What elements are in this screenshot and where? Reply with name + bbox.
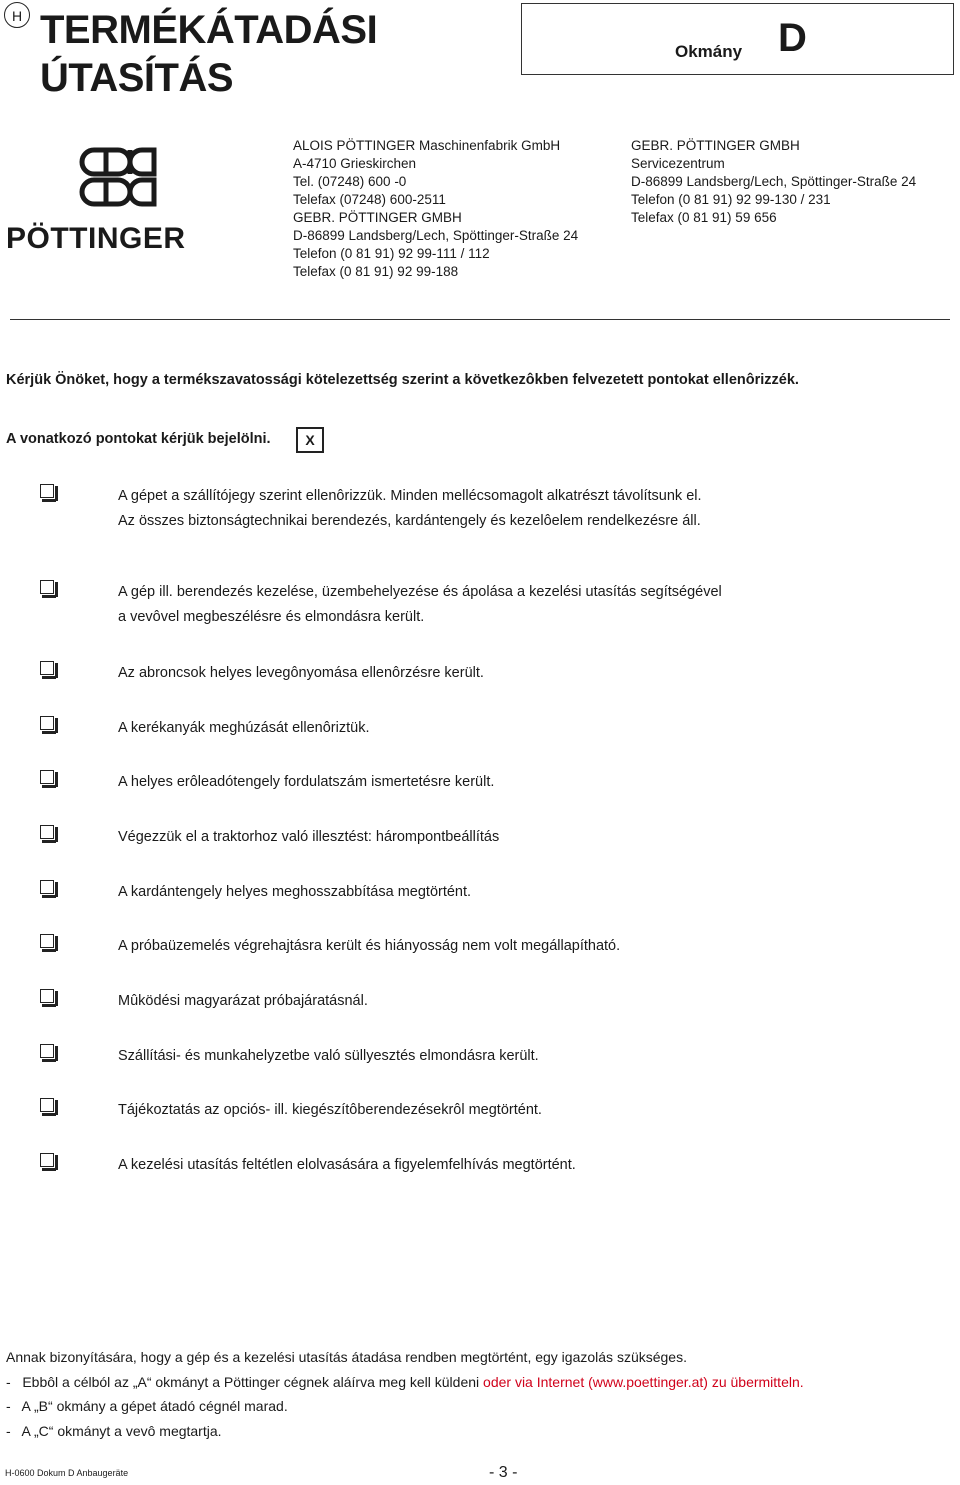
footer-bullet-1 — [6, 1370, 956, 1395]
checkbox[interactable] — [40, 1153, 54, 1167]
address-line: A-4710 Grieskirchen — [293, 156, 417, 171]
confirmation-text: Annak bizonyítására, hogy a gép és a kezelési utasítás átadása rendben megtörtént, egy igazolás szükséges. — [6, 1349, 687, 1365]
title-line-1: TERMÉKÁTADÁSI — [40, 8, 378, 52]
footer-bullet-1-text: - Ebbôl a célból az „A“ okmányt a Pöttinger cégnek aláírva meg kell küldeni — [6, 1373, 484, 1390]
checkbox[interactable] — [40, 661, 54, 675]
address-line: Telefon (0 81 91) 92 99-130 / 231 — [631, 192, 831, 207]
footer-bullet-2: - A „B“ okmány a gépet átadó cégnél marad. — [6, 1398, 288, 1414]
document-label: Okmány — [675, 42, 743, 61]
checkbox[interactable] — [40, 580, 54, 594]
checklist-text: Az összes biztonságtechnikai berendezés, kardántengely és kezelôelem rendelkezésre áll. — [118, 513, 701, 529]
checklist-text: A kezelési utasítás feltétlen elolvasására a figyelemfelhívás megtörtént. — [118, 1157, 576, 1173]
page-number: - 3 - — [489, 1464, 518, 1481]
address-line: D-86899 Landsberg/Lech, Spöttinger-Straße 24 — [293, 228, 579, 243]
checkbox[interactable] — [40, 825, 54, 839]
checkbox[interactable] — [40, 934, 54, 948]
address-line: GEBR. PÖTTINGER GMBH — [631, 138, 800, 153]
address-line: Telefax (0 81 91) 59 656 — [631, 210, 777, 225]
address-line: Telefax (0 81 91) 92 99-188 — [293, 264, 459, 279]
checkbox[interactable] — [40, 1098, 54, 1112]
intro-text: Kérjük Önöket, hogy a termékszavatossági kötelezettség szerint a következôkben felvezetett pontokat ellenôrizzék. — [6, 372, 799, 388]
checklist-text: A helyes erôleadótengely fordulatszám ismertetésre került. — [118, 774, 495, 790]
document-type-box — [521, 3, 954, 75]
address-block-right — [631, 137, 916, 227]
address-line: Servicezentrum — [631, 156, 725, 171]
mark-example-box: X — [296, 427, 324, 453]
address-line: D-86899 Landsberg/Lech, Spöttinger-Straße 24 — [631, 174, 917, 189]
checklist-text: Az abroncsok helyes levegônyomása ellenôrzésre került. — [118, 665, 484, 681]
checkbox[interactable] — [40, 989, 54, 1003]
checklist-text: Tájékoztatás az opciós- ill. kiegészítôberendezésekrôl megtörtént. — [118, 1102, 542, 1118]
address-line: ALOIS PÖTTINGER Maschinenfabrik GmbH — [293, 138, 561, 153]
logo-wordmark: PÖTTINGER — [6, 222, 186, 255]
checklist-text: A gépet a szállítójegy szerint ellenôrizzük. Minden mellécsomagolt alkatrészt távolítsunk el. — [118, 488, 702, 504]
checklist-text: Mûködési magyarázat próbajáratásnál. — [118, 993, 368, 1009]
footer-bullet-3: - A „C“ okmányt a vevô megtartja. — [6, 1422, 222, 1439]
checklist-text: Szállítási- és munkahelyzetbe való süllyesztés elmondásra került. — [118, 1048, 539, 1064]
address-line: Telefon (0 81 91) 92 99-111 / 112 — [293, 246, 490, 261]
checkbox[interactable] — [40, 770, 54, 784]
page-title — [40, 6, 377, 102]
title-line-2: ÚTASÍTÁS — [40, 56, 234, 100]
address-line: GEBR. PÖTTINGER GMBH — [293, 210, 462, 225]
checkbox[interactable] — [40, 716, 54, 730]
address-line: Telefax (07248) 600-2511 — [293, 192, 446, 207]
checklist-text: A gép ill. berendezés kezelése, üzembehelyezése és ápolása a kezelési utasítás segítségével — [118, 584, 722, 600]
document-letter: D — [778, 16, 807, 60]
checklist-text: A kardántengely helyes meghosszabbítása megtörtént. — [118, 884, 472, 900]
checklist-text: A próbaüzemelés végrehajtásra került és hiányosság nem volt megállapítható. — [118, 938, 621, 954]
internet-submission-note: oder via Internet (www.poettinger.at) zu übermitteln. — [483, 1373, 804, 1390]
checkbox[interactable] — [40, 484, 54, 498]
company-logo — [6, 146, 236, 261]
checklist-text: Végezzük el a traktorhoz való illesztést: hárompontbeállítás — [118, 829, 500, 845]
header-divider — [10, 319, 950, 320]
address-block-left — [293, 137, 578, 281]
mark-instruction: A vonatkozó pontokat kérjük bejelölni. — [6, 431, 271, 447]
footer-notes — [6, 1345, 956, 1443]
document-code: H-0600 Dokum D Anbaugeräte — [5, 1468, 129, 1478]
checklist-text: A kerékanyák meghúzását ellenôriztük. — [118, 720, 370, 736]
checkbox[interactable] — [40, 1044, 54, 1058]
checkbox[interactable] — [40, 880, 54, 894]
language-badge: H — [4, 2, 30, 28]
checklist-text: a vevôvel megbeszélésre és elmondásra került. — [118, 609, 425, 625]
address-line: Tel. (07248) 600 -0 — [293, 174, 407, 189]
